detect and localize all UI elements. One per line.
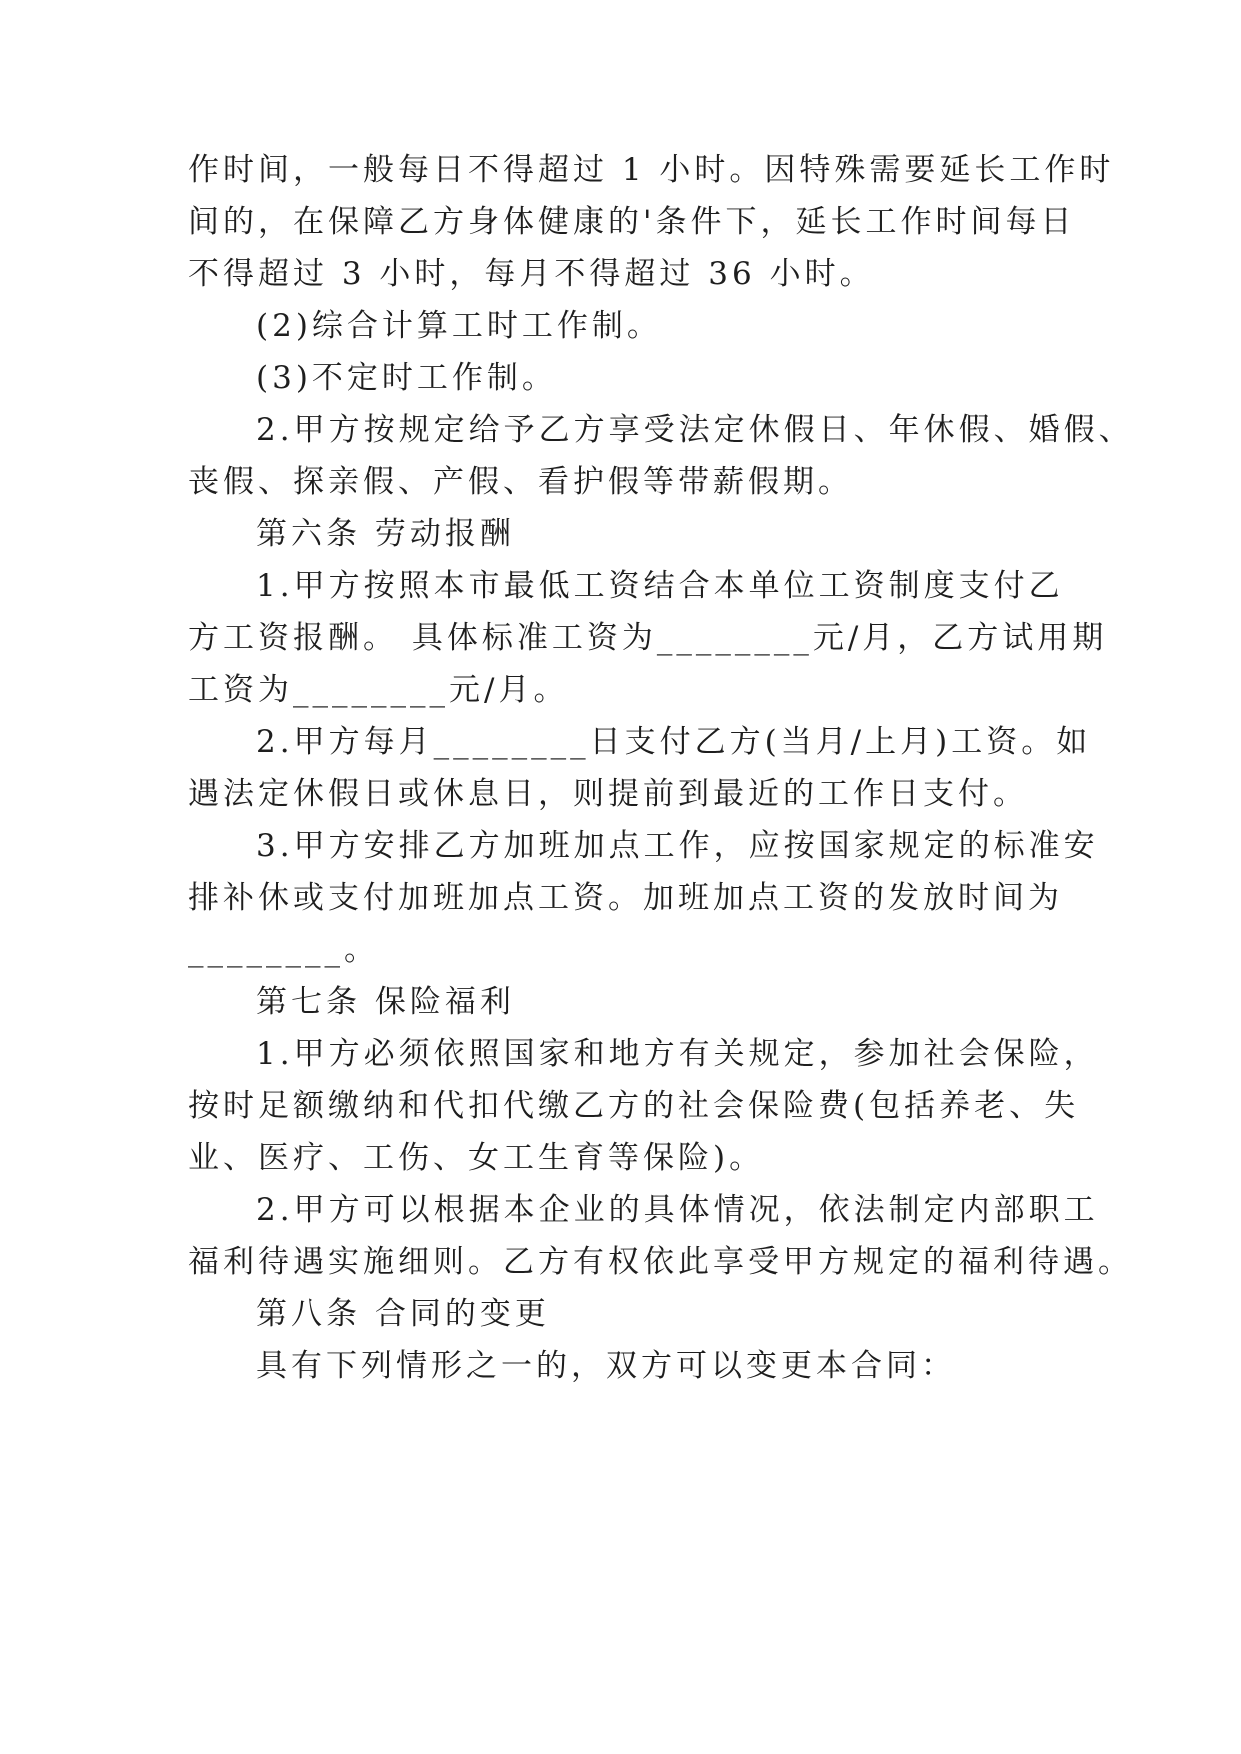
text-line: 遇法定休假日或休息日，则提前到最近的工作日支付。 [188,776,1028,812]
text-line: 具有下列情形之一的，双方可以变更本合同： [256,1348,956,1384]
text-line: 2.甲方每月________日支付乙方(当月/上月)工资。如 [256,724,1092,760]
text-line: 排补休或支付加班加点工资。加班加点工资的发放时间为 [188,880,1063,916]
text-line: (3)不定时工作制。 [256,360,557,396]
text-line: 按时足额缴纳和代扣代缴乙方的社会保险费(包括养老、失 [188,1088,1080,1124]
section-heading: 第七条 保险福利 [256,984,515,1020]
text-line: 间的，在保障乙方身体健康的'条件下，延长工作时间每日 [188,204,1076,240]
section-heading: 第六条 劳动报酬 [256,516,515,552]
text-line: 业、医疗、工伤、女工生育等保险)。 [188,1140,765,1176]
text-line: 丧假、探亲假、产假、看护假等带薪假期。 [188,464,853,500]
text-line: 2.甲方按规定给予乙方享受法定休假日、年休假、婚假、 [256,412,1134,448]
text-line: 不得超过 3 小时，每月不得超过 36 小时。 [188,256,875,292]
text-line: 作时间，一般每日不得超过 1 小时。因特殊需要延长工作时 [188,152,1115,188]
text-line: ________。 [188,932,379,968]
text-line: 3.甲方安排乙方加班加点工作，应按国家规定的标准安 [256,828,1099,864]
text-line: 1.甲方必须依照国家和地方有关规定，参加社会保险， [256,1036,1099,1072]
section-heading: 第八条 合同的变更 [256,1296,550,1332]
text-line: (2)综合计算工时工作制。 [256,308,662,344]
text-line: 方工资报酬。 具体标准工资为________元/月，乙方试用期 [188,620,1108,656]
text-line: 福利待遇实施细则。乙方有权依此享受甲方规定的福利待遇。 [188,1244,1133,1280]
text-line: 1.甲方按照本市最低工资结合本单位工资制度支付乙 [256,568,1064,604]
text-line: 2.甲方可以根据本企业的具体情况，依法制定内部职工 [256,1192,1099,1228]
text-line: 工资为________元/月。 [188,672,569,708]
